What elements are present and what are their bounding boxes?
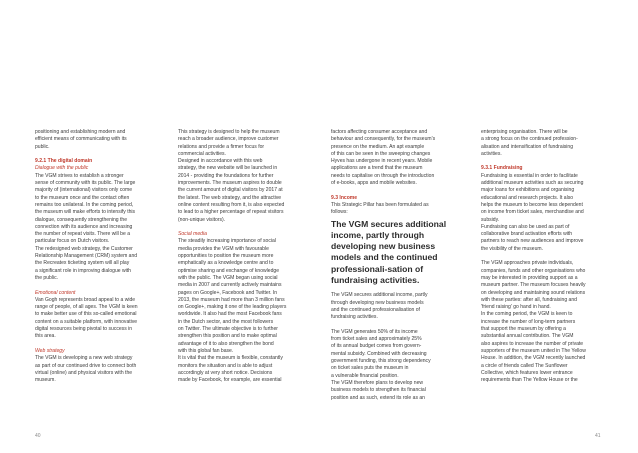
text-line: The VGM therefore plans to develop new [331,379,424,386]
text-line: on developing and maintaining sound relations [481,289,586,296]
text-line: virtual (online) and physical visitors with the [35,369,133,376]
text-line: as part of our continued drive to connect both [35,362,137,369]
text-line: This Strategic Pillar has been formulated as [331,201,429,208]
text-line: on income from ticket sales, merchandise and [481,209,584,216]
text-line: factors affecting consumer acceptance and [331,129,428,135]
paragraph-spacer [331,322,459,329]
text-line: online content resulting from it, is also expected [178,201,285,208]
text-line: (non-unique visitors). [178,216,226,223]
text-line: applications are a trend that the museum [331,165,423,172]
text-column-4 [481,129,609,384]
text-line: The VGM is developing a new web strategy [35,355,133,362]
text-line: 2014 - providing the foundations for further [178,172,274,179]
text-line: media provides the VGM with favourable [178,245,269,252]
text-line: remains too unilateral. In the coming period, [35,201,134,208]
text-line: activities. [481,150,502,157]
text-line: public. [35,143,50,150]
text-line: museum. [35,377,56,384]
section-heading: 9.2.1 The digital domain [35,158,93,165]
text-line: improvements. The museum aspires to double [178,180,282,187]
text-line: from ticket sales and approximately 25% [331,336,422,343]
text-line: monitors the situation and is able to adjust [178,362,273,369]
subheading: Dialogue with the public [35,165,89,172]
text-line: on ticket sales puts the museum in [331,365,409,372]
text-line: business models to strengthen its financial [331,387,426,394]
text-line: a vulnerable financial position. [331,372,399,379]
paragraph-spacer [481,253,609,260]
text-line: The redesigned web strategy, the Customer [35,245,133,252]
text-line: advantage of it to also strengthen the bond [178,340,274,347]
text-line: majority of (international) visitors only come [35,187,133,194]
text-line: The VGM generates 50% of its income [331,328,418,335]
paragraph-spacer [481,158,609,165]
text-column-3 [331,129,459,402]
text-line: museum partner. The museum focuses heavily [481,282,586,289]
text-line: The steadily increasing importance of social [178,238,276,245]
text-line: alisation and intensification of fundraising [481,143,574,150]
text-line: supporters of the museum united in The Yellow [481,347,586,354]
text-line: dialogue, consequently strengthening the [35,216,128,223]
text-line: with these parties: after all, fundraising and [481,296,577,303]
text-line: range of people, of all ages. The VGM is keen [35,304,138,311]
text-line: optimise sharing and exchange of knowledge [178,267,280,274]
text-line: companies, funds and other organisations who [481,267,586,274]
text-line: The VGM strives to establish a stronger [35,172,124,179]
text-line: a significant role in improving dialogue with [35,267,131,274]
text-line: strengthen this position and to make optimal [178,333,277,340]
text-line: House. In addition, the VGM recently launched [481,355,586,362]
text-line: to make better use of this so-called emotional [35,311,137,318]
text-column-1 [35,129,163,384]
text-line: of its annual budget comes from govern- [331,343,422,350]
text-line: of this can be seen in the sweeping changes [331,150,431,157]
paragraph-spacer [331,187,459,194]
text-line: Fundraising is essential in order to facilitate [481,172,578,179]
paragraph-spacer [35,341,163,348]
text-line: additional museum activities such as securing [481,180,584,187]
text-line: sense of community with its public. The large [35,180,136,187]
text-line: through developing new business models [331,299,424,306]
text-line: the visibility of the museum. [481,245,543,252]
text-line: the number of repeat visits. There will be a [35,231,131,238]
text-line: and the continued professionalisation of [331,306,420,313]
paragraph-spacer [35,282,163,289]
text-line: on Twitter. The ultimate objective is to further [178,326,278,333]
text-line: Relationship Management (CRM) system and [35,253,138,260]
text-line: a strong focus on the continued profession- [481,136,578,143]
text-line: follows: [331,209,348,216]
text-line: made by Facebook, for example, are essential [178,377,282,384]
text-line: this area. [35,333,56,340]
text-line: 2013, the museum had more than 3 million fans [178,296,285,303]
section-heading: 9.3 Income [331,194,358,201]
text-line: educational and research projects. It also [481,194,574,201]
text-line: accordingly at very short notice. Decisions [178,369,273,376]
text-line: major loans for exhibitions and organising [481,187,575,194]
text-line: behaviour and consequently, for the museum's [331,136,436,143]
text-line: helps the museum to become less dependent [481,201,583,208]
text-line: particular focus on Dutch visitors. [35,238,110,245]
text-line: connection with its audience and increasing [35,223,133,230]
subheading: Emotional content [35,289,76,296]
text-line: digital resources being pivotal to success in [35,326,133,333]
text-line: position and as such, extend its role as an [331,394,425,401]
text-line: content on a suitable platform, with innovative [35,318,138,325]
text-line: opportunities to position the museum more [178,253,274,260]
text-line: relations and provide a firmer focus for [178,143,265,150]
text-line: reach a broader audience, improve customer [178,136,279,143]
text-line: In the coming period, the VGM is keen to [481,311,573,318]
text-line: increase the number of long-term partners [481,318,576,325]
text-line: pages on Google+, Facebook and Twitter. In [178,289,278,296]
text-line: a circle of friends called The Sunflower [481,362,568,369]
text-line: the museum will make efforts to intensify this [35,209,136,216]
text-line: subsidy. [481,216,500,223]
text-line: to the museum once and the contact often [35,194,130,201]
text-line: Hyves has undergone in recent years. Mobile [331,158,433,165]
subheading: Social media [178,231,207,238]
text-line: Designed in accordance with this web [178,158,263,165]
pull-quote: The VGM secures additional income, partly through developing new business models and the continued professionali-sation of fundraising activities. [331,218,447,286]
text-line: also aspires to increase the number of private [481,340,584,347]
text-line: The VGM secures additional income, partly [331,292,428,299]
text-line: The VGM approaches private individuals, [481,260,574,267]
paragraph-spacer [178,224,306,231]
text-line: This strategy is designed to help the museum [178,129,280,135]
text-line: 'friend raising' go hand in hand. [481,304,551,311]
text-column-2 [178,129,306,384]
text-line: in the Dutch sector, and the most followers [178,318,274,325]
text-line: enterprising organisation. There will be [481,129,568,135]
text-line: positioning and establishing modern and [35,129,126,135]
text-line: commercial activities. [178,150,226,157]
text-line: with this global fan base. [178,347,234,354]
text-line: strategy, the new website will be launched in [178,165,278,172]
text-line: collaborative brand activation efforts with [481,231,573,238]
text-line: the Recreatex ticketing system will all play [35,260,130,267]
text-line: the current amount of digital visitors by 2017 at [178,187,283,194]
text-line: Fundraising can also be used as part of [481,223,570,230]
text-line: government funding, this strong dependency [331,358,431,365]
text-line: mental subsidy. Combined with decreasing [331,350,427,357]
text-line: It is vital that the museum is flexible, constantly [178,355,283,362]
text-line: the public. [35,274,59,281]
text-line: media in 2007 and currently actively maintains [178,282,282,289]
text-line: worldwide. It also had the most Facebook fans [178,311,282,318]
text-line: partners to reach new audiences and improve [481,238,584,245]
text-line: emphatically as a knowledge centre and to [178,260,274,267]
text-line: with the public. The VGM began using social [178,274,278,281]
text-line: to lead to a higher percentage of repeat visitors [178,209,284,216]
text-line: the latest. The web strategy, and the attractive [178,194,282,201]
page-number-right: 41 [595,433,601,439]
text-line: needs to capitalise on through the introduction [331,172,435,179]
subheading: Web strategy [35,347,65,354]
text-line: Collective, which features lower entrance [481,369,573,376]
text-line: on Google+, making it one of the leading players [178,304,287,311]
text-line: efficient means of communicating with its [35,136,127,143]
text-line: Van Gogh represents broad appeal to a wide [35,296,136,303]
text-line: may be interested in providing support as a [481,274,578,281]
paragraph-spacer [35,151,163,158]
page-number-left: 40 [35,433,41,439]
text-line: fundraising activities. [331,314,378,321]
text-line: that support the museum by offering a [481,326,566,333]
text-line: substantial annual contribution. The VGM [481,333,574,340]
text-line: of e-books, apps and mobile websites. [331,180,417,187]
text-line: requirements than The Yellow House or the [481,377,578,384]
section-heading: 9.3.1 Fundraising [481,165,523,172]
text-line: presence on the medium. An apt example [331,143,425,150]
